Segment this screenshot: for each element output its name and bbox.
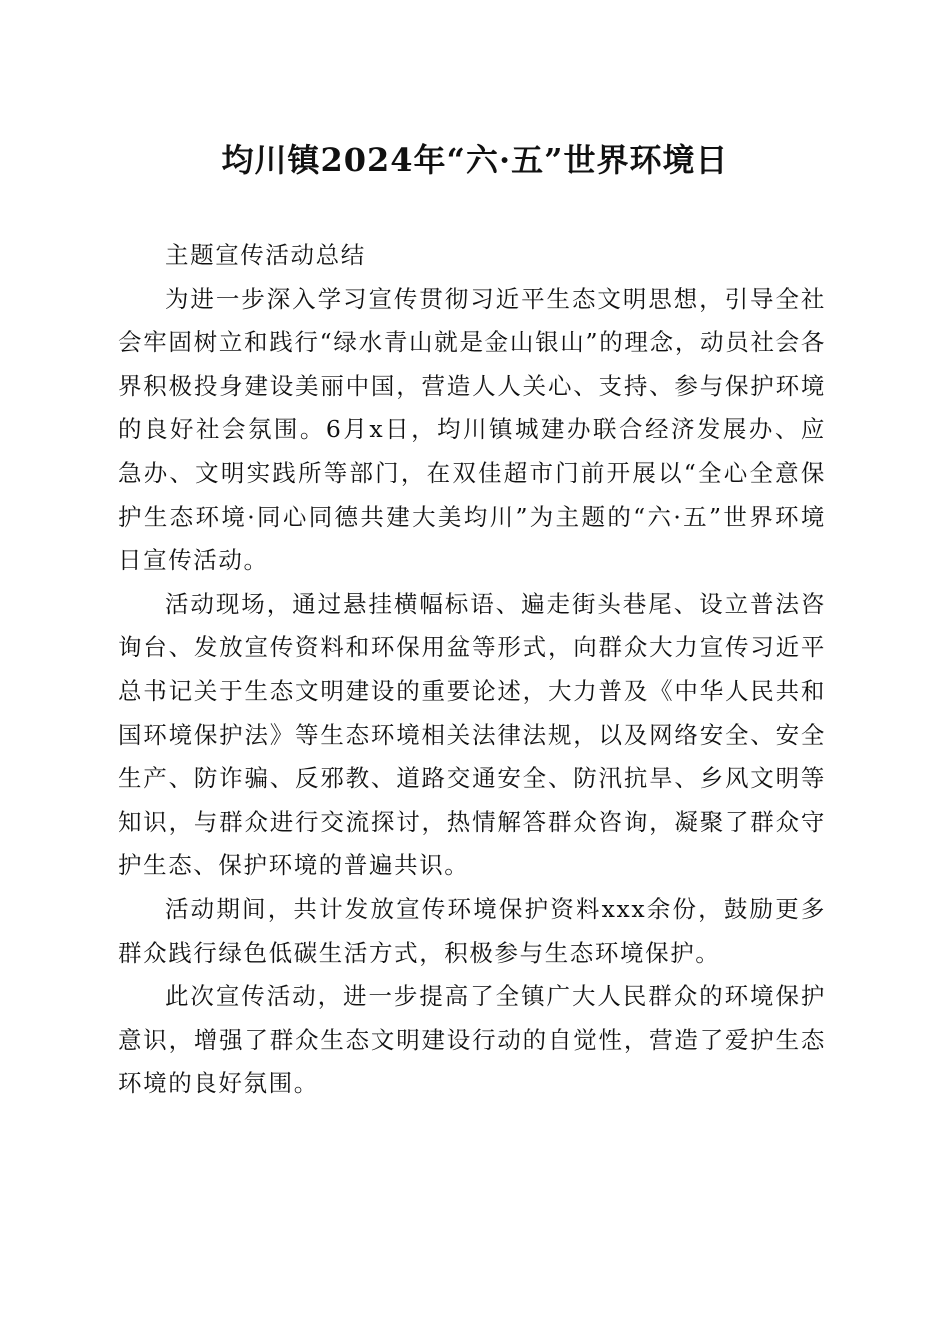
paragraph-activity-scene: 活动现场，通过悬挂横幅标语、遍走街头巷尾、设立普法咨询台、发放宣传资料和环保用盆等形式，向群众大力宣传习近平总书记关于生态文明建设的重要论述，大力普及《中华人民共和国环境保护法》等生态环境相关法律法规，以及网络安全、安全生产、防诈骗、反邪教、道路交通安全、防汛抗旱、乡风文明等知识，与群众进行交流探讨，热情解答群众咨询，凝聚了群众守护生态、保护环境的普遍共识。 xyxy=(118,589,826,880)
paragraph-activity-period: 活动期间，共计发放宣传环境保护资料xxx余份，鼓励更多群众践行绿色低碳生活方式，积极参与生态环境保护。 xyxy=(118,894,826,967)
document-subtitle: 主题宣传活动总结 xyxy=(165,241,366,269)
paragraph-conclusion: 此次宣传活动，进一步提高了全镇广大人民群众的环境保护意识，增强了群众生态文明建设行动的自觉性，营造了爱护生态环境的良好氛围。 xyxy=(118,982,826,1098)
document-title: 均川镇2024年“六·五”世界环境日 xyxy=(221,141,729,179)
paragraph-intro: 为进一步深入学习宣传贯彻习近平生态文明思想，引导全社会牢固树立和践行“绿水青山就是金山银山”的理念，动员社会各界积极投身建设美丽中国，营造人人关心、支持、参与保护环境的良好社会氛围。6月x日，均川镇城建办联合经济发展办、应急办、文明实践所等部门，在双佳超市门前开展以“全心全意保护生态环境·同心同德共建大美均川”为主题的“六·五”世界环境日宣传活动。 xyxy=(118,284,826,575)
document-body xyxy=(118,234,826,1106)
